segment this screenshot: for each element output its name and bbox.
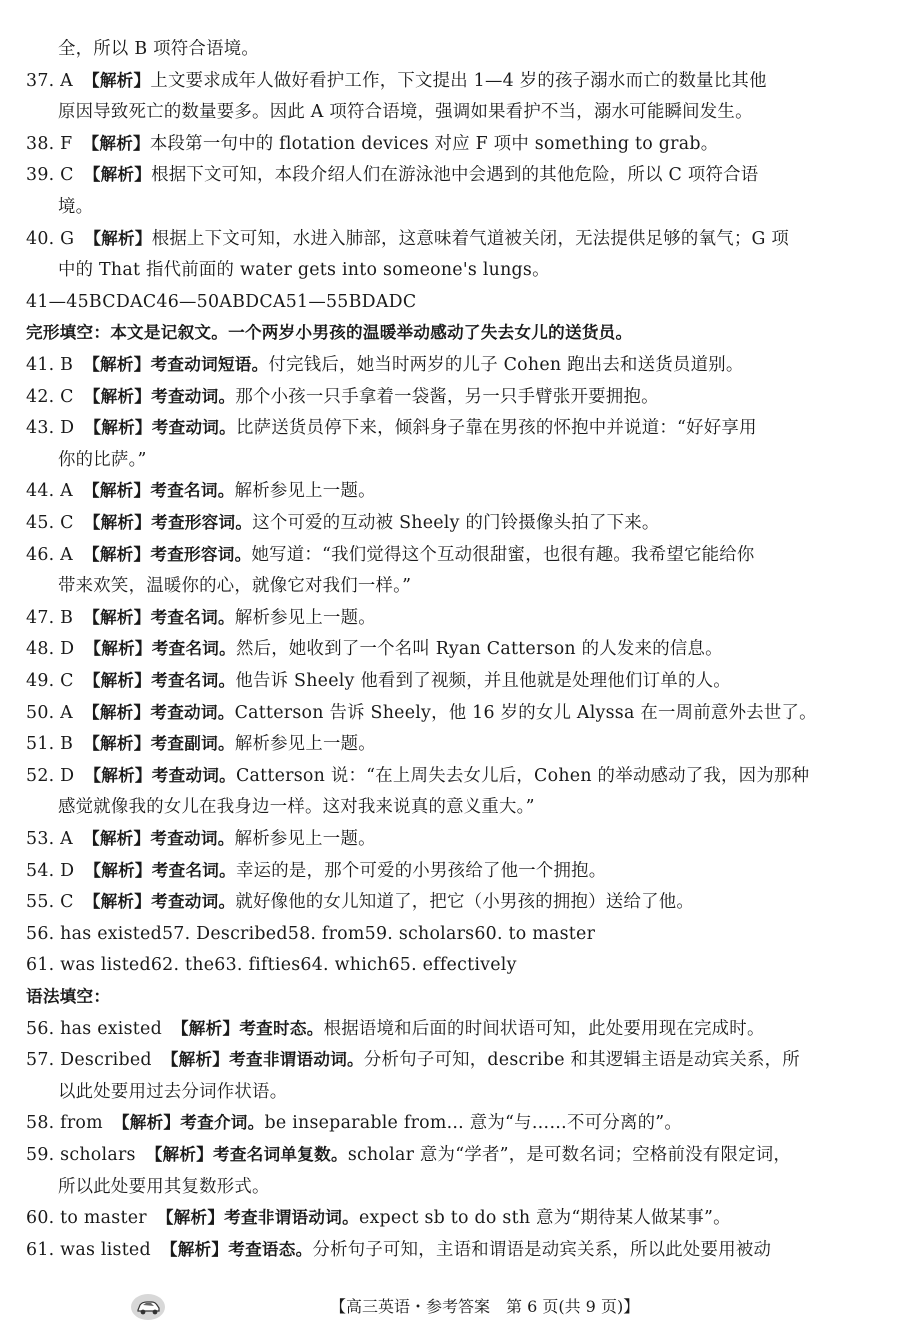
line-text: 感觉就像我的女儿在我身边一样。这对我来说真的意义重大。” — [58, 797, 535, 818]
line-text: 64. which — [300, 955, 389, 976]
answer-line — [0, 761, 900, 791]
answer-line — [0, 350, 900, 380]
page-footer — [0, 1290, 900, 1324]
answer-line — [0, 192, 900, 222]
line-text: 65. effectively — [388, 955, 517, 976]
answer-line — [0, 1077, 900, 1107]
answer-line — [0, 413, 900, 443]
line-text: 59. scholars — [364, 923, 475, 944]
line-text: 46—50 — [156, 291, 220, 312]
line-text: 根据语境和后面的时间状语可知，此处要用现在完成时。 — [323, 1018, 765, 1039]
item-number: 45. C — [26, 513, 74, 533]
analysis-tag: 【解析】考查介词。 — [112, 1113, 265, 1133]
answer-line — [0, 856, 900, 886]
analysis-tag: 【解析】考查名词单复数。 — [145, 1145, 348, 1164]
line-text: 然后，她收到了一个名叫 Ryan Catterson 的人发来的信息。 — [235, 639, 723, 660]
answer-line — [0, 950, 900, 980]
answer-line — [0, 1014, 900, 1044]
analysis-tag: 【解析】考查非谓语动词。 — [161, 1050, 364, 1070]
line-text: 63. fifties — [214, 955, 301, 976]
line-text: 比萨送货员停下来，倾斜身子靠在男孩的怀抱中并说道：“好好享用 — [235, 418, 757, 439]
item-number: 43. D — [26, 418, 75, 439]
line-text: 解析参见上一题。 — [234, 829, 376, 849]
line-text: 解析参见上一题。 — [234, 734, 376, 755]
section-heading: 语法填空： — [26, 987, 111, 1006]
item-number: 47. B — [26, 607, 74, 628]
answer-line — [0, 919, 900, 949]
answer-line — [0, 603, 900, 633]
analysis-tag: 【解析】考查名词。 — [84, 639, 236, 659]
answer-line — [0, 476, 900, 506]
answer-line — [0, 66, 900, 96]
section-heading: 完形填空：本文是记叙文。一个两岁小男孩的温暖举动感动了失去女儿的送货员。 — [26, 323, 633, 343]
analysis-tag: 【解析】考查时态。 — [171, 1018, 324, 1038]
analysis-tag: 【解析】 — [83, 165, 152, 185]
item-number: 44. A — [26, 481, 73, 502]
line-text: 解析参见上一题。 — [234, 481, 376, 502]
line-text: expect sb to do sth 意为“期待某人做某事”。 — [358, 1208, 731, 1229]
item-number: 38. F — [26, 133, 73, 154]
item-number: 52. D — [26, 765, 75, 786]
analysis-tag: 【解析】考查动词。 — [83, 892, 236, 912]
line-text: 所以此处要用其复数形式。 — [58, 1176, 270, 1197]
answer-line — [0, 129, 900, 159]
car-logo-icon — [130, 1293, 166, 1321]
answer-line — [0, 255, 900, 285]
item-number: 61. was listed — [26, 1239, 151, 1260]
item-number: 41. B — [26, 355, 74, 375]
answer-line — [0, 224, 900, 254]
item-number: 49. C — [26, 671, 74, 691]
line-text: scholar 意为“学者”，是可数名词；空格前没有限定词， — [347, 1145, 792, 1165]
item-number: 55. C — [26, 892, 74, 913]
answer-line — [0, 1203, 900, 1233]
analysis-tag: 【解析】 — [82, 133, 150, 153]
line-text: 全，所以 B 项符合语境。 — [58, 39, 259, 59]
answer-line — [0, 287, 900, 317]
item-number: 59. scholars — [26, 1145, 136, 1165]
answer-line — [0, 792, 900, 822]
item-number: 46. A — [26, 544, 73, 565]
answer-line — [0, 540, 900, 570]
analysis-tag: 【解析】考查语态。 — [160, 1239, 313, 1259]
line-text: 她写道：“我们觉得这个互动很甜蜜，也很有趣。我希望它能给你 — [251, 544, 755, 565]
analysis-tag: 【解析】考查名词。 — [83, 481, 235, 501]
item-number: 48. D — [26, 639, 75, 660]
analysis-tag: 【解析】考查名词。 — [84, 860, 236, 880]
line-text: 这个可爱的互动被 Sheely 的门铃摄像头拍了下来。 — [252, 513, 660, 533]
answer-line — [0, 97, 900, 127]
line-text: 境。 — [58, 197, 94, 217]
answer-line — [0, 445, 900, 475]
item-number: 39. C — [26, 165, 74, 186]
analysis-tag: 【解析】考查形容词。 — [83, 513, 253, 532]
item-number: 37. A — [26, 70, 73, 91]
item-number: 53. A — [26, 829, 73, 849]
answer-line — [0, 982, 900, 1012]
answer-line — [0, 382, 900, 412]
analysis-tag: 【解析】考查非谓语动词。 — [156, 1208, 359, 1228]
line-text: 根据上下文可知，水进入肺部，这意味着气道被关闭，无法提供足够的氧气；G 项 — [151, 228, 790, 249]
line-text: 本段第一句中的 flotation devices 对应 F 项中 something to grab。 — [149, 133, 719, 154]
line-text: BCDAC — [88, 291, 157, 312]
answer-line — [0, 824, 900, 854]
analysis-tag: 【解析】考查副词。 — [83, 734, 235, 754]
analysis-tag: 【解析】考查动词。 — [83, 702, 235, 722]
answer-line — [0, 698, 900, 728]
item-number: 57. Described — [26, 1050, 152, 1071]
line-text: 就好像他的女儿知道了，把它（小男孩的拥抱）送给了他。 — [235, 892, 695, 913]
line-text: 51—55 — [285, 291, 349, 312]
answer-line — [0, 1108, 900, 1138]
answer-line — [0, 160, 900, 190]
line-text: 你的比萨。” — [58, 449, 147, 470]
analysis-tag: 【解析】考查动词。 — [83, 386, 236, 406]
analysis-tag: 【解析】考查动词。 — [83, 829, 235, 848]
line-text: Catterson 告诉 Sheely，他 16 岁的女儿 Alyssa 在一周前意外去世了。 — [234, 702, 817, 723]
line-text: BDADC — [348, 291, 417, 312]
answer-line — [0, 666, 900, 696]
item-number: 51. B — [26, 734, 74, 755]
line-text: Catterson 说：“在上周失去女儿后，Cohen 的举动感动了我，因为那种 — [235, 765, 810, 786]
line-text: 根据下文可知，本段介绍人们在游泳池中会遇到的其他危险，所以 C 项符合语 — [151, 165, 759, 186]
answer-line — [0, 729, 900, 759]
line-text: 57. Described — [161, 923, 288, 944]
answer-line — [0, 1140, 900, 1170]
line-text: 幸运的是，那个可爱的小男孩给了他一个拥抱。 — [235, 860, 607, 881]
line-text: 原因导致死亡的数量要多。因此 A 项符合语境，强调如果看护不当，溺水可能瞬间发生。 — [58, 102, 753, 123]
line-text: 62. the — [150, 955, 215, 976]
analysis-tag: 【解析】考查名词。 — [83, 671, 236, 690]
line-text: be inseparable from... 意为“与……不可分离的”。 — [264, 1113, 683, 1134]
answer-line — [0, 508, 900, 538]
item-number: 42. C — [26, 386, 74, 407]
line-text: 付完钱后，她当时两岁的儿子 Cohen 跑出去和送货员道别。 — [268, 355, 744, 375]
line-text: 他告诉 Sheely 他看到了视频，并且他就是处理他们订单的人。 — [235, 671, 731, 691]
answer-line — [0, 634, 900, 664]
line-text: 60. to master — [474, 923, 596, 944]
analysis-tag: 【解析】考查形容词。 — [83, 544, 252, 564]
analysis-tag: 【解析】 — [83, 70, 151, 90]
analysis-tag: 【解析】考查名词。 — [83, 607, 235, 627]
answer-line — [0, 1172, 900, 1202]
item-number: 40. G — [26, 228, 75, 249]
answer-line — [0, 887, 900, 917]
line-text: 上文要求成年人做好看护工作，下文提出 1—4 岁的孩子溺水而亡的数量比其他 — [150, 70, 767, 91]
item-number: 58. from — [26, 1113, 103, 1134]
line-text: 41—45 — [26, 291, 89, 312]
line-text: 58. from — [287, 923, 365, 944]
line-text: 解析参见上一题。 — [234, 607, 376, 628]
item-number: 60. to master — [26, 1208, 147, 1229]
line-text: 分析句子可知，主语和谓语是动宾关系，所以此处要用被动 — [312, 1239, 772, 1260]
answer-line — [0, 1235, 900, 1265]
answer-line — [0, 1045, 900, 1075]
line-text: 中的 That 指代前面的 water gets into someone's lungs。 — [58, 260, 550, 281]
line-text: 带来欢笑，温暖你的心，就像它对我们一样。” — [58, 576, 412, 597]
line-text: 那个小孩一只手拿着一袋酱，另一只手臂张开要拥抱。 — [235, 386, 659, 407]
line-text: 61. was listed — [26, 955, 151, 976]
item-number: 54. D — [26, 860, 75, 881]
line-text: 分析句子可知，describe 和其逻辑主语是动宾关系，所 — [363, 1050, 800, 1071]
item-number: 50. A — [26, 702, 73, 723]
analysis-tag: 【解析】考查动词短语。 — [83, 355, 269, 374]
line-text: 以此处要用过去分词作状语。 — [58, 1081, 288, 1102]
analysis-tag: 【解析】考查动词。 — [84, 765, 236, 785]
line-text: ABDCA — [219, 291, 286, 312]
line-text: 56. has existed — [26, 923, 162, 944]
answer-line — [0, 34, 900, 64]
analysis-tag: 【解析】考查动词。 — [84, 418, 236, 438]
item-number: 56. has existed — [26, 1018, 162, 1039]
analysis-tag: 【解析】 — [84, 228, 152, 248]
answer-line — [0, 571, 900, 601]
footer-page-info: 【高三英语・参考答案 第 6 页(共 9 页)】 — [330, 1297, 640, 1316]
answer-line — [0, 318, 900, 348]
